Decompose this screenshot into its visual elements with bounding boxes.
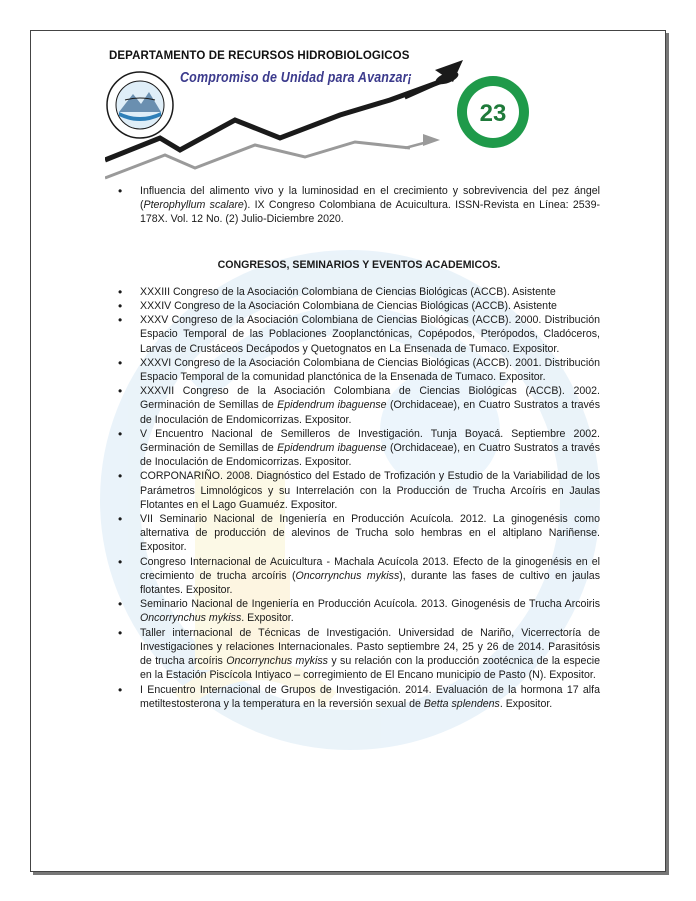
list-item: • XXXV Congreso de la Asociación Colombiana de Ciencias Biológicas (ACCB). 2000. Distribución Espacio Temporal de las Poblaciones Zooplanctónicas, Copépodos, Pterópodos, Cladóceros, Larvas de Crustáceos Decápodos y Quetognatos en La Ensenada de Tumaco. Expositor. [118, 313, 600, 356]
department-title: DEPARTAMENTO DE RECURSOS HIDROBIOLOGICOS [109, 50, 410, 62]
list-item: • V Encuentro Nacional de Semilleros de Investigación. Tunja Boyacá. Septiembre 2002. Germinación de Semillas de Epidendrum ibaguense (Orchidaceae), en Cuatro Sustratos a través de Inoculación de Endomicorrizas. Expositor. [118, 427, 600, 470]
anniversary-number: 23 [479, 100, 507, 127]
list-item: • XXXVI Congreso de la Asociación Colombiana de Ciencias Biológicas (ACCB). 2001. Distribución Espacio Temporal de la comunidad planctónica de la Ensenada de Tumaco. Expositor. [118, 356, 600, 384]
list-item: • XXXIII Congreso de la Asociación Colombiana de Ciencias Biológicas (ACCB). Asistente [118, 285, 600, 299]
list-item: • Influencia del alimento vivo y la luminosidad en el crecimiento y sobrevivencia del pez ángel (Pterophyllum scalare). IX Congreso Colombiana de Acuicultura. ISSN-Revista en Línea: 2539-178X. Vol. 12 No. (2) Julio-Diciembre 2020. [118, 184, 600, 227]
events-list [118, 285, 600, 711]
list-item: • XXXVII Congreso de la Asociación Colombiana de Ciencias Biológicas (ACCB). 2002. Germinación de Semillas de Epidendrum ibaguense (Orchidaceae), en Cuatro Sustratos a través de Inoculación de Endomicorrizas. Expositor. [118, 384, 600, 427]
section-title: CONGRESOS, SEMINARIOS Y EVENTOS ACADEMICOS. [217, 258, 501, 271]
list-item: • VII Seminario Nacional de Ingeniería en Producción Acuícola. 2012. La ginogenésis como alternativa de producción de alevinos de Trucha solo hembras en el altiplano Nariñense. Expositor. [118, 512, 600, 555]
list-item: • Taller internacional de Técnicas de Investigación. Universidad de Nariño, Vicerrectoría de Investigaciones y relaciones Internacionales. Pasto septiembre 24, 25 y 26 de 2014. Parasitósis de trucha arcoíris Oncorrynchus mykiss y su relación con la producción zootécnica de la especie en la Estación Piscícola Intiyaco – corregimiento de El Encano municipio de Pasto (N). Expositor. [118, 626, 600, 683]
list-item: • Congreso Internacional de Acuicultura - Machala Acuícola 2013. Efecto de la ginogenésis en el crecimiento de trucha arcoíris (Oncorrynchus mykiss), durante las fases de cultivo en jaulas flotantes. Expositor. [118, 555, 600, 598]
anniversary-logo [455, 74, 531, 150]
list-item: • XXXIV Congreso de la Asociación Colombiana de Ciencias Biológicas (ACCB). Asistente [118, 299, 600, 313]
document-body [118, 184, 600, 711]
list-item: • Seminario Nacional de Ingeniería en Producción Acuícola. 2013. Ginogenésis de Trucha Arcoiris Oncorrynchus mykiss. Expositor. [118, 597, 600, 625]
list-item: • CORPONARIÑO. 2008. Diagnóstico del Estado de Trofización y Estudio de la Variabilidad de los Parámetros Limnológicos y su Interrelación con la Producción de Trucha Arcoíris en Jaulas Flotantes en el Lago Guamuéz. Expositor. [118, 469, 600, 512]
motto: Compromiso de Unidad para Avanzar¡ [180, 70, 412, 86]
list-item: • I Encuentro Internacional de Grupos de Investigación. 2014. Evaluación de la hormona 17 alfa metiltestosterona y la temperatura en la reversión sexual de Betta splendens. Expositor. [118, 683, 600, 711]
department-logo [105, 70, 175, 140]
publication-list [118, 184, 600, 227]
